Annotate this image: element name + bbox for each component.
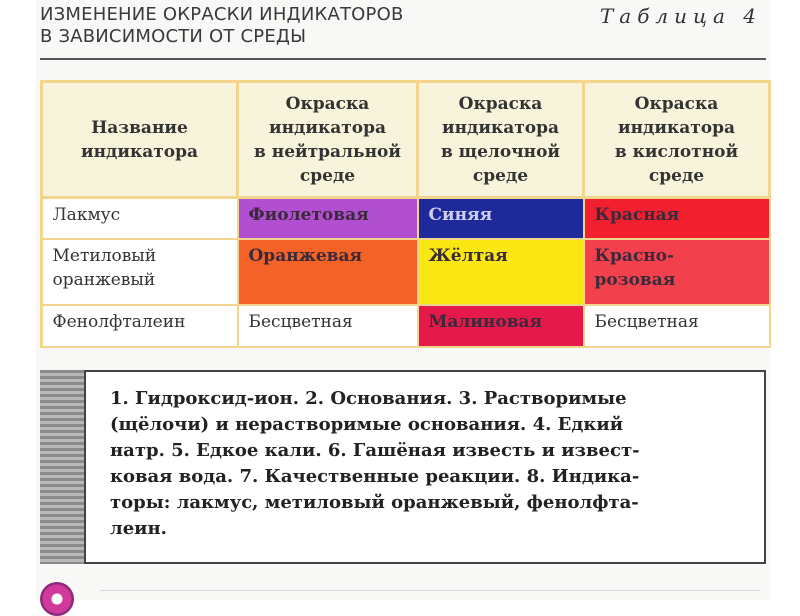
cell-text: Фенолфталеин (52, 312, 186, 333)
indicator-name-cell (42, 239, 238, 305)
column-header-line: индикатора (268, 117, 387, 138)
neutral-color-cell (238, 239, 418, 305)
indicator-name-cell (42, 305, 238, 347)
answer-text (110, 386, 750, 542)
footer-rule (100, 590, 760, 595)
column-header-line: среде (472, 165, 529, 186)
column-header-line: среде (648, 165, 705, 186)
alkaline-color-cell (418, 305, 584, 347)
notebook-spiral-binding (40, 370, 84, 564)
cell-text: Лакмус (52, 205, 121, 225)
cell-text: Красная (594, 205, 680, 225)
table-number-label: Таблица 4 (599, 4, 762, 28)
answer-line: ковая вода. 7. Качественные реакции. 8. Индика- (110, 466, 640, 487)
acidic-color-cell (584, 198, 770, 240)
notebook-holes (36, 370, 44, 564)
cell-text: Малиновая (428, 312, 543, 333)
column-header-line: Окраска (634, 93, 719, 114)
table-row (42, 198, 770, 240)
acidic-color-cell (584, 305, 770, 347)
indicator-table (40, 80, 768, 348)
answers-block (40, 370, 764, 564)
answer-line: натр. 5. Едкое кали. 6. Гашёная известь и извест- (110, 440, 640, 461)
answer-box (84, 370, 766, 564)
column-header-line: индикатора (80, 141, 199, 162)
alkaline-color-cell (418, 198, 584, 240)
cell-text: Синяя (428, 205, 493, 225)
column-header-neutral (238, 82, 418, 198)
column-header-acidic (584, 82, 770, 198)
column-header-line: Название (91, 117, 188, 138)
answer-line: 1. Гидроксид-ион. 2. Основания. 3. Растворимые (110, 388, 627, 409)
table-header (40, 4, 768, 58)
cell-text: Бесцветная (594, 312, 699, 333)
table-row (42, 239, 770, 305)
column-header-line: в кислотной (614, 141, 739, 162)
table-row (42, 305, 770, 347)
cell-text: Фиолетовая (248, 205, 369, 225)
column-header-line: в нейтральной (254, 141, 401, 162)
cell-text: Жёлтая (428, 246, 508, 267)
header-divider (40, 58, 766, 60)
column-header-line: Окраска (458, 93, 543, 114)
table-title-line-2: В ЗАВИСИМОСТИ ОТ СРЕДЫ (40, 26, 307, 47)
cell-text: Бесцветная (248, 312, 353, 333)
neutral-color-cell (238, 198, 418, 240)
acidic-color-cell (584, 239, 770, 305)
column-header-line: индикатора (441, 117, 560, 138)
disc-icon (40, 582, 74, 616)
column-header-line: среде (299, 165, 356, 186)
column-header-alkaline (418, 82, 584, 198)
cell-text: оранжевый (52, 270, 156, 291)
indicator-name-cell (42, 198, 238, 240)
cell-text: Красно- (594, 246, 675, 267)
column-header-line: в щелочной (440, 141, 561, 162)
table-title-line-1: ИЗМЕНЕНИЕ ОКРАСКИ ИНДИКАТОРОВ (40, 4, 404, 25)
column-header-name (42, 82, 238, 198)
answer-line: торы: лакмус, метиловый оранжевый, фенолфта- (110, 492, 639, 513)
answer-line: (щёлочи) и нерастворимые основания. 4. Едкий (110, 414, 624, 435)
cell-text: Оранжевая (248, 246, 363, 267)
neutral-color-cell (238, 305, 418, 347)
column-header-line: индикатора (617, 117, 736, 138)
cell-text: розовая (594, 270, 676, 291)
alkaline-color-cell (418, 239, 584, 305)
answer-line: леин. (110, 518, 167, 539)
cell-text: Метиловый (52, 246, 157, 267)
column-header-line: Окраска (285, 93, 370, 114)
